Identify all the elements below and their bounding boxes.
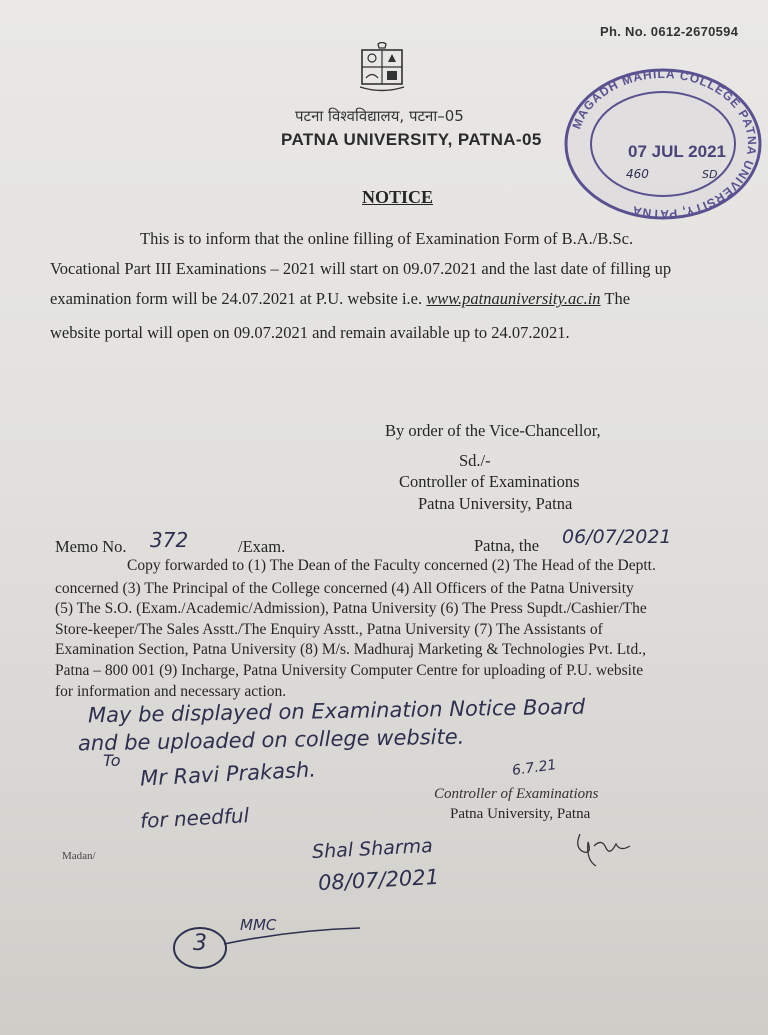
copy-line-1: Copy forwarded to (1) The Dean of the Faculty concerned (2) The Head of the Deptt. xyxy=(127,557,656,574)
order-controller: Controller of Examinations xyxy=(399,472,580,491)
copy-line-2: concerned (3) The Principal of the College concerned (4) All Officers of the Patna University xyxy=(55,580,634,597)
notice-line-1: This is to inform that the online filling of Examination Form of B.A./B.Sc. xyxy=(140,229,634,248)
memo-date: 06/07/2021 xyxy=(562,526,672,548)
university-website-link[interactable]: www.patnauniversity.ac.in xyxy=(426,289,601,308)
stamp-date: 07 JUL 2021 xyxy=(628,142,726,161)
phone-number: Ph. No. 0612-2670594 xyxy=(600,24,739,39)
college-stamp xyxy=(560,62,766,222)
copy-line-3: (5) The S.O. (Exam./Academic/Admission), Patna University (6) The Press Supdt./Cashier/The xyxy=(55,600,647,617)
copy-line-4: Store-keeper/The Sales Asstt./The Enquiry Asstt., Patna University (7) The Assistants of xyxy=(55,621,603,638)
notice-line-4: website portal will open on 09.07.2021 and remain available up to 24.07.2021. xyxy=(50,323,570,342)
order-sd: Sd./- xyxy=(459,451,491,470)
notice-line-3-end: The xyxy=(604,289,631,308)
university-name-english: PATNA UNIVERSITY, PATNA-05 xyxy=(281,130,542,149)
handwritten-note-line-3: To xyxy=(103,751,121,770)
stamp-number: 460 xyxy=(626,167,649,181)
handwritten-note-line-4: Mr Ravi Prakash. xyxy=(139,757,317,791)
handwritten-bottom-signature: Shal Sharma xyxy=(311,834,434,864)
copy-line-7: for information and necessary action. xyxy=(55,683,287,700)
handwritten-signature-date: 6.7.21 xyxy=(511,756,558,780)
handwritten-note-line-2: and be uploaded on college website. xyxy=(77,724,465,756)
stamp-initials: SD xyxy=(702,168,718,181)
handwritten-bottom-date: 08/07/2021 xyxy=(317,864,440,896)
typist-initials: Madan/ xyxy=(62,850,96,862)
footer-controller: Controller of Examinations xyxy=(434,786,599,802)
footer-university: Patna University, Patna xyxy=(450,806,591,822)
university-emblem-icon xyxy=(358,42,406,92)
controller-signature xyxy=(572,826,636,872)
stamp-ring-text: MAGADH MAHILA COLLEGE PATNA UNIVERSITY, PATNA xyxy=(569,66,760,222)
notice-line-3 xyxy=(50,289,630,309)
copy-line-5: Examination Section, Patna University (8) M/s. Madhuraj Marketing & Technologies Pvt. Ltd., xyxy=(55,641,646,658)
order-university: Patna University, Patna xyxy=(418,494,573,513)
handwritten-note-line-5: for needful xyxy=(139,803,250,833)
handwritten-mmc: MMC xyxy=(240,916,277,934)
university-name-hindi: पटना विश्वविद्यालय, पटना–05 xyxy=(295,107,464,125)
memo-suffix: /Exam. xyxy=(238,537,286,556)
mmc-underline xyxy=(222,924,362,948)
memo-place: Patna, the xyxy=(474,536,540,555)
memo-label: Memo No. xyxy=(55,537,127,556)
order-line: By order of the Vice-Chancellor, xyxy=(385,421,601,440)
notice-line-3-text: examination form will be 24.07.2021 at P.U. website i.e. xyxy=(50,289,423,308)
copy-line-6: Patna – 800 001 (9) Incharge, Patna University Computer Centre for uploading of P.U. website xyxy=(55,662,644,679)
notice-title: NOTICE xyxy=(362,187,434,207)
memo-number: 372 xyxy=(150,528,189,552)
handwritten-note-line-1: May be displayed on Examination Notice Board xyxy=(87,694,586,728)
notice-line-2: Vocational Part III Examinations – 2021 will start on 09.07.2021 and the last date of filling up xyxy=(50,259,672,278)
circled-number: 3 xyxy=(193,931,207,956)
